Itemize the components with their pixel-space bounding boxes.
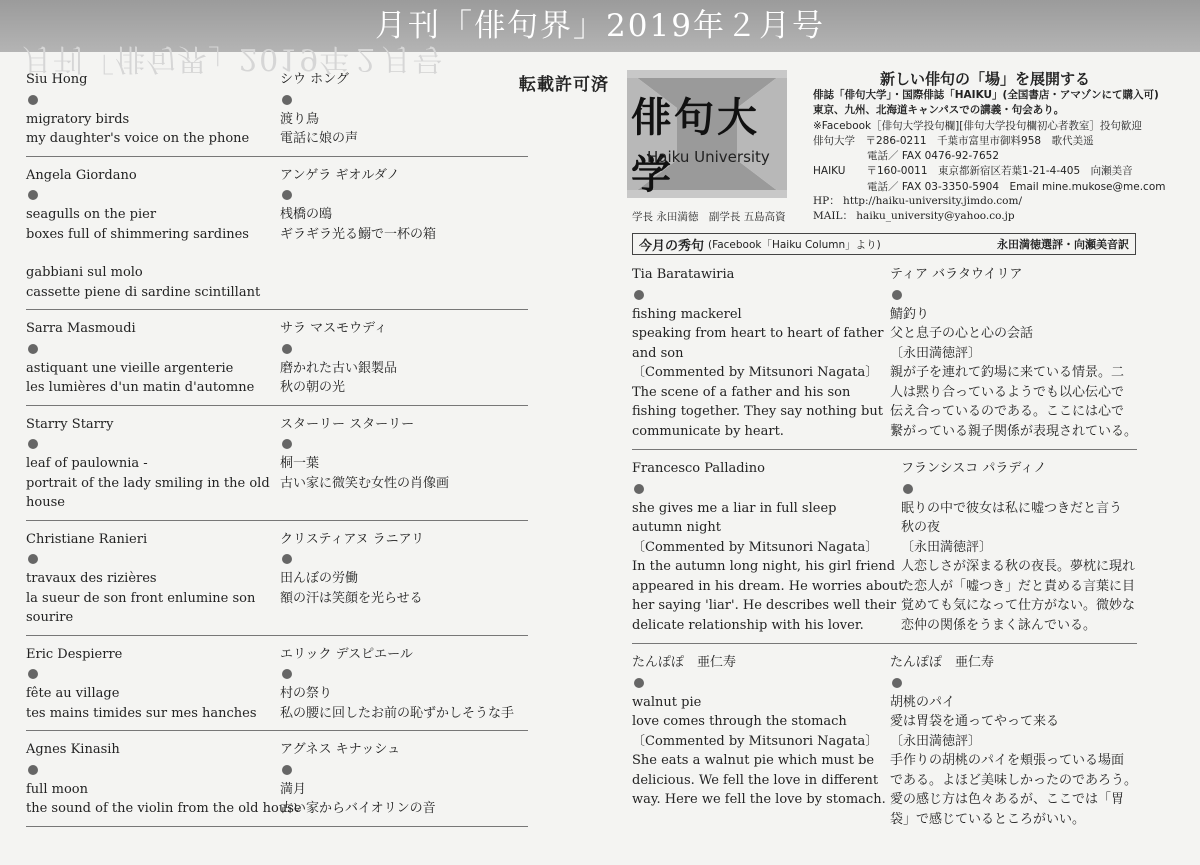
poet-name-ja: アンゲラ ギオルダノ: [280, 167, 400, 183]
haiku-columns: [26, 70, 528, 149]
haiku-line: tes mains timides sur mes hanches: [26, 705, 257, 721]
haiku-line: love comes through the stomach: [632, 714, 847, 729]
haiku-line-ja: 恋仲の関係をうまく詠んでいる。: [901, 617, 1097, 633]
info-line: 電話／ FAX 03-3350-5904 Email mine.mukose@me.com: [867, 180, 1166, 193]
featured-haiku-list: [632, 265, 1137, 837]
haiku-english: [26, 166, 280, 245]
haiku-line: delicate relationship with his lover.: [632, 617, 864, 633]
haiku-line-ja: 額の汗は笑顔を光らせる: [280, 590, 423, 606]
haiku-line: 〔Commented by Mitsunori Nagata〕: [632, 539, 879, 555]
haiku-line: way. Here we fell the love by stomach.: [632, 792, 886, 807]
section-title: 今月の秀句: [639, 238, 705, 254]
poet-name-ja: たんぽぽ 亜仁寿: [889, 655, 994, 670]
haiku-line: speaking from heart to heart of father: [632, 326, 884, 341]
haiku-line: la sueur de son front enlumine son: [26, 590, 256, 606]
haiku-line-ja: 渡り鳥: [280, 111, 320, 127]
haiku-line-ja: 私の腰に回したお前の恥ずかしそうな手: [280, 705, 515, 721]
section-header: [632, 233, 1136, 255]
info-line: HAIKU 〒160-0011 東京都新宿区若葉1-21-4-405 向瀬美音: [813, 165, 1133, 178]
homepage-link[interactable]: HP： http://haiku-university.jimdo.com/: [813, 195, 1023, 207]
haiku-columns: [632, 653, 1137, 829]
poet-name: たんぽぽ 亜仁寿: [632, 655, 737, 670]
haiku-japanese: [280, 319, 528, 398]
bullet-dot: [892, 678, 902, 688]
haiku-line: 〔Commented by Mitsunori Nagata〕: [632, 365, 879, 380]
haiku-line-ja: 秋の朝の光: [280, 380, 346, 395]
haiku-line: fête au village: [26, 686, 120, 701]
haiku-line-ja: 人恋しさが深まる秋の夜長。夢枕に現れ: [901, 559, 1136, 574]
haiku-line: fishing together. They say nothing but: [632, 404, 883, 419]
haiku-line: migratory birds: [26, 111, 130, 127]
poet-name-ja: スターリー スターリー: [280, 416, 415, 432]
poet-name: Siu Hong: [26, 72, 88, 87]
haiku-line-ja: 村の祭り: [280, 686, 333, 701]
poet-name: Tia Baratawiria: [632, 267, 735, 282]
haiku-columns: [632, 265, 1137, 441]
bullet-dot: [28, 439, 38, 449]
haiku-entry: [26, 310, 528, 406]
poet-name: Francesco Palladino: [632, 461, 765, 476]
featured-haiku-entry: [632, 450, 1137, 644]
haiku-line-ja: 古い家からバイオリンの音: [280, 801, 436, 816]
section-attribution: 永田満徳選評・向瀬美音訳: [997, 238, 1129, 251]
poet-name: Angela Giordano: [26, 167, 137, 183]
haiku-line: leaf of paulownia -: [26, 456, 148, 471]
haiku-line-ja: 満月: [280, 781, 307, 797]
bullet-dot: [282, 439, 292, 449]
haiku-line: travaux des rizières: [26, 571, 157, 586]
haiku-english: [26, 415, 280, 513]
info-line: 俳句大学 〒286-0211 千葉市富里市御料958 歌代美遥: [813, 134, 1094, 147]
issue-banner: 月刊「俳句界」2019年２月号: [0, 0, 1200, 52]
haiku-entry: [26, 66, 528, 157]
haiku-line-ja: 覚めても気になって仕方がない。微妙な: [901, 598, 1136, 613]
haiku-japanese: [890, 653, 1137, 829]
haiku-line: boxes full of shimmering sardines: [26, 226, 249, 242]
haiku-japanese: [280, 645, 528, 724]
info-line: 東京、九州、北海道キャンパスでの講義・句会あり。: [813, 104, 1065, 117]
show-through-text: 月刊「俳句界」2019年２月号: [22, 41, 444, 76]
haiku-line-ja: 愛は胃袋を通ってやって来る: [889, 714, 1059, 729]
haiku-japanese: [280, 166, 528, 245]
featured-haiku-entry: [632, 265, 1137, 450]
haiku-english: [632, 265, 890, 441]
haiku-columns: [26, 530, 528, 628]
bullet-dot: [282, 95, 292, 105]
promo-info: [813, 88, 1193, 195]
haiku-line: delicious. We fell the love in different: [632, 772, 879, 788]
haiku-line: full moon: [26, 781, 88, 797]
haiku-line-ja: 〔永田満徳評〕: [889, 345, 981, 361]
haiku-columns: [26, 415, 528, 513]
haiku-line: portrait of the lady smiling in the old: [26, 475, 270, 491]
haiku-columns: [26, 740, 528, 819]
haiku-line-ja: ギラギラ光る鰯で一杯の箱: [280, 226, 437, 242]
poet-name: Eric Despierre: [26, 646, 123, 662]
haiku-line: les lumières d'un matin d'automne: [26, 380, 255, 395]
haiku-line-ja: 胡桃のパイ: [889, 694, 955, 710]
haiku-japanese: [280, 70, 528, 149]
bullet-dot: [28, 554, 38, 564]
logo-english-name: Haiku University: [647, 148, 770, 166]
haiku-line: astiquant une vieille argenterie: [26, 360, 234, 376]
haiku-entry: [26, 521, 528, 636]
haiku-english: [632, 653, 890, 829]
haiku-japanese: [890, 265, 1137, 441]
leadership-line: 学長 永田満徳 副学長 五島高資: [632, 211, 786, 223]
bullet-dot: [28, 765, 38, 775]
bullet-dot: [634, 678, 644, 688]
haiku-entry: [26, 636, 528, 732]
email-link[interactable]: MAIL： haiku_university@yahoo.co.jp: [813, 210, 1015, 222]
poet-name: Christiane Ranieri: [26, 531, 148, 547]
haiku-line-ja: 古い家に微笑む女性の肖像画: [280, 475, 450, 491]
haiku-japanese: [280, 740, 528, 819]
haiku-line: She eats a walnut pie which must be: [632, 753, 875, 768]
poet-name-ja: サラ マスモウディ: [280, 321, 388, 336]
haiku-line: and son: [632, 345, 684, 361]
bullet-dot: [282, 669, 292, 679]
haiku-line: The scene of a father and his son: [632, 384, 851, 400]
haiku-columns: [632, 459, 1137, 635]
haiku-japanese: [280, 530, 528, 628]
haiku-line-ja: 人は黙り合っているようでも以心伝心で: [889, 384, 1124, 400]
haiku-line: walnut pie: [632, 694, 702, 710]
haiku-list-left: [26, 66, 530, 827]
haiku-line-ja: 手作りの胡桃のパイを頬張っている場面: [889, 753, 1124, 768]
info-line: 俳誌「俳句大学」・国際俳誌「HAIKU」(全国書店・アマゾンにて購入可): [813, 89, 1159, 101]
contact-info: [813, 194, 1022, 224]
section-subtitle: (Facebook「Haiku Column」より): [708, 238, 881, 251]
haiku-line-ja: 袋」で感じているところがいい。: [889, 811, 1085, 827]
poet-name-ja: エリック デスピエール: [280, 646, 413, 662]
bullet-dot: [282, 344, 292, 354]
bullet-dot: [28, 95, 38, 105]
haiku-entry: [26, 157, 528, 311]
haiku-line: fishing mackerel: [632, 306, 742, 322]
haiku-line: cassette piene di sardine scintillant: [26, 284, 261, 300]
haiku-entry: [26, 406, 528, 521]
haiku-line: 〔Commented by Mitsunori Nagata〕: [632, 733, 879, 749]
haiku-line: she gives me a liar in full sleep: [632, 500, 837, 516]
poet-name-ja: ティア バラタウイリア: [889, 267, 1023, 282]
haiku-line-ja: である。よほど美味しかったのであろう。: [889, 772, 1137, 788]
bullet-dot: [28, 669, 38, 679]
haiku-line-ja: 秋の夜: [901, 520, 941, 535]
poet-name-ja: フランシスコ パラディノ: [901, 461, 1047, 476]
haiku-english: [26, 530, 280, 628]
haiku-line: sourire: [26, 610, 74, 625]
haiku-japanese: [280, 415, 528, 513]
info-line: 電話／ FAX 0476-92-7652: [867, 150, 1000, 163]
haiku-line: the sound of the violin from the old house: [26, 801, 302, 816]
haiku-english: [632, 459, 904, 635]
poet-name: Sarra Masmoudi: [26, 321, 136, 336]
reprint-permission-stamp: 転載許可済: [519, 75, 609, 95]
haiku-line-ja: 鯖釣り: [889, 306, 929, 322]
haiku-line: gabbiani sul molo: [26, 265, 143, 280]
haiku-line-ja: 眠りの中で彼女は私に嘘つきだと言う: [901, 500, 1123, 516]
bullet-dot: [28, 344, 38, 354]
haiku-line-ja: 〔永田満徳評〕: [889, 733, 981, 749]
logo-japanese-name: 俳句大学: [631, 95, 760, 198]
haiku-english: [26, 70, 280, 149]
haiku-line-ja: た恋人が「嘘つき」だと責める言葉に目: [901, 578, 1136, 594]
haiku-university-logo: [617, 68, 797, 200]
bullet-dot: [634, 290, 644, 300]
haiku-columns: [26, 319, 528, 398]
haiku-line: house: [26, 495, 65, 510]
haiku-line: appeared in his dream. He worries about: [632, 578, 904, 594]
haiku-line-ja: 親が子を連れて釣場に来ている情景。二: [889, 365, 1124, 380]
haiku-columns: [26, 645, 528, 724]
poet-name-ja: シウ ホング: [280, 72, 349, 87]
haiku-line-ja: 伝え合っているのである。ここには心で: [889, 404, 1124, 419]
haiku-line: communicate by heart.: [632, 423, 784, 439]
bullet-dot: [28, 190, 38, 200]
haiku-line-ja: 田んぼの労働: [280, 571, 359, 586]
haiku-japanese: [901, 459, 1137, 635]
haiku-line: seagulls on the pier: [26, 207, 157, 222]
haiku-english: [26, 645, 280, 724]
bullet-dot: [903, 484, 913, 494]
poet-name-ja: クリスティアヌ ラニアリ: [280, 531, 425, 547]
haiku-line-ja: 繋がっている親子関係が表現されている。: [889, 423, 1137, 439]
haiku-line-ja: 桟橋の鴎: [280, 207, 333, 222]
featured-haiku-entry: [632, 644, 1137, 837]
haiku-line: her saying 'liar'. He describes well their: [632, 598, 897, 613]
bullet-dot: [282, 190, 292, 200]
haiku-columns: [26, 166, 528, 245]
haiku-line-ja: 電話に娘の声: [280, 131, 359, 146]
info-line: ※Facebook［俳句大学投句欄][俳句大学投句欄初心者教室］投句歓迎: [813, 119, 1142, 132]
haiku-line: my daughter's voice on the phone: [26, 131, 250, 146]
haiku-line-ja: 父と息子の心と心の会話: [889, 326, 1033, 341]
haiku-original-language: [26, 244, 528, 302]
haiku-english: [26, 319, 280, 398]
haiku-line-ja: 〔永田満徳評〕: [901, 539, 993, 555]
promo-title: 新しい俳句の「場」を展開する: [880, 70, 1091, 88]
bullet-dot: [282, 554, 292, 564]
poet-name: Agnes Kinasih: [26, 742, 120, 757]
poet-name: Starry Starry: [26, 416, 114, 432]
haiku-entry: [26, 731, 528, 827]
bullet-dot: [282, 765, 292, 775]
haiku-line: In the autumn long night, his girl friend: [632, 559, 896, 574]
haiku-line-ja: 磨かれた古い銀製品: [280, 360, 398, 376]
haiku-line: autumn night: [632, 520, 722, 535]
bullet-dot: [634, 484, 644, 494]
haiku-line-ja: 桐一葉: [280, 456, 320, 471]
bullet-dot: [892, 290, 902, 300]
poet-name-ja: アグネス キナッシュ: [280, 742, 401, 757]
haiku-line-ja: 愛の感じ方は色々あるが、ここでは「胃: [889, 792, 1124, 807]
